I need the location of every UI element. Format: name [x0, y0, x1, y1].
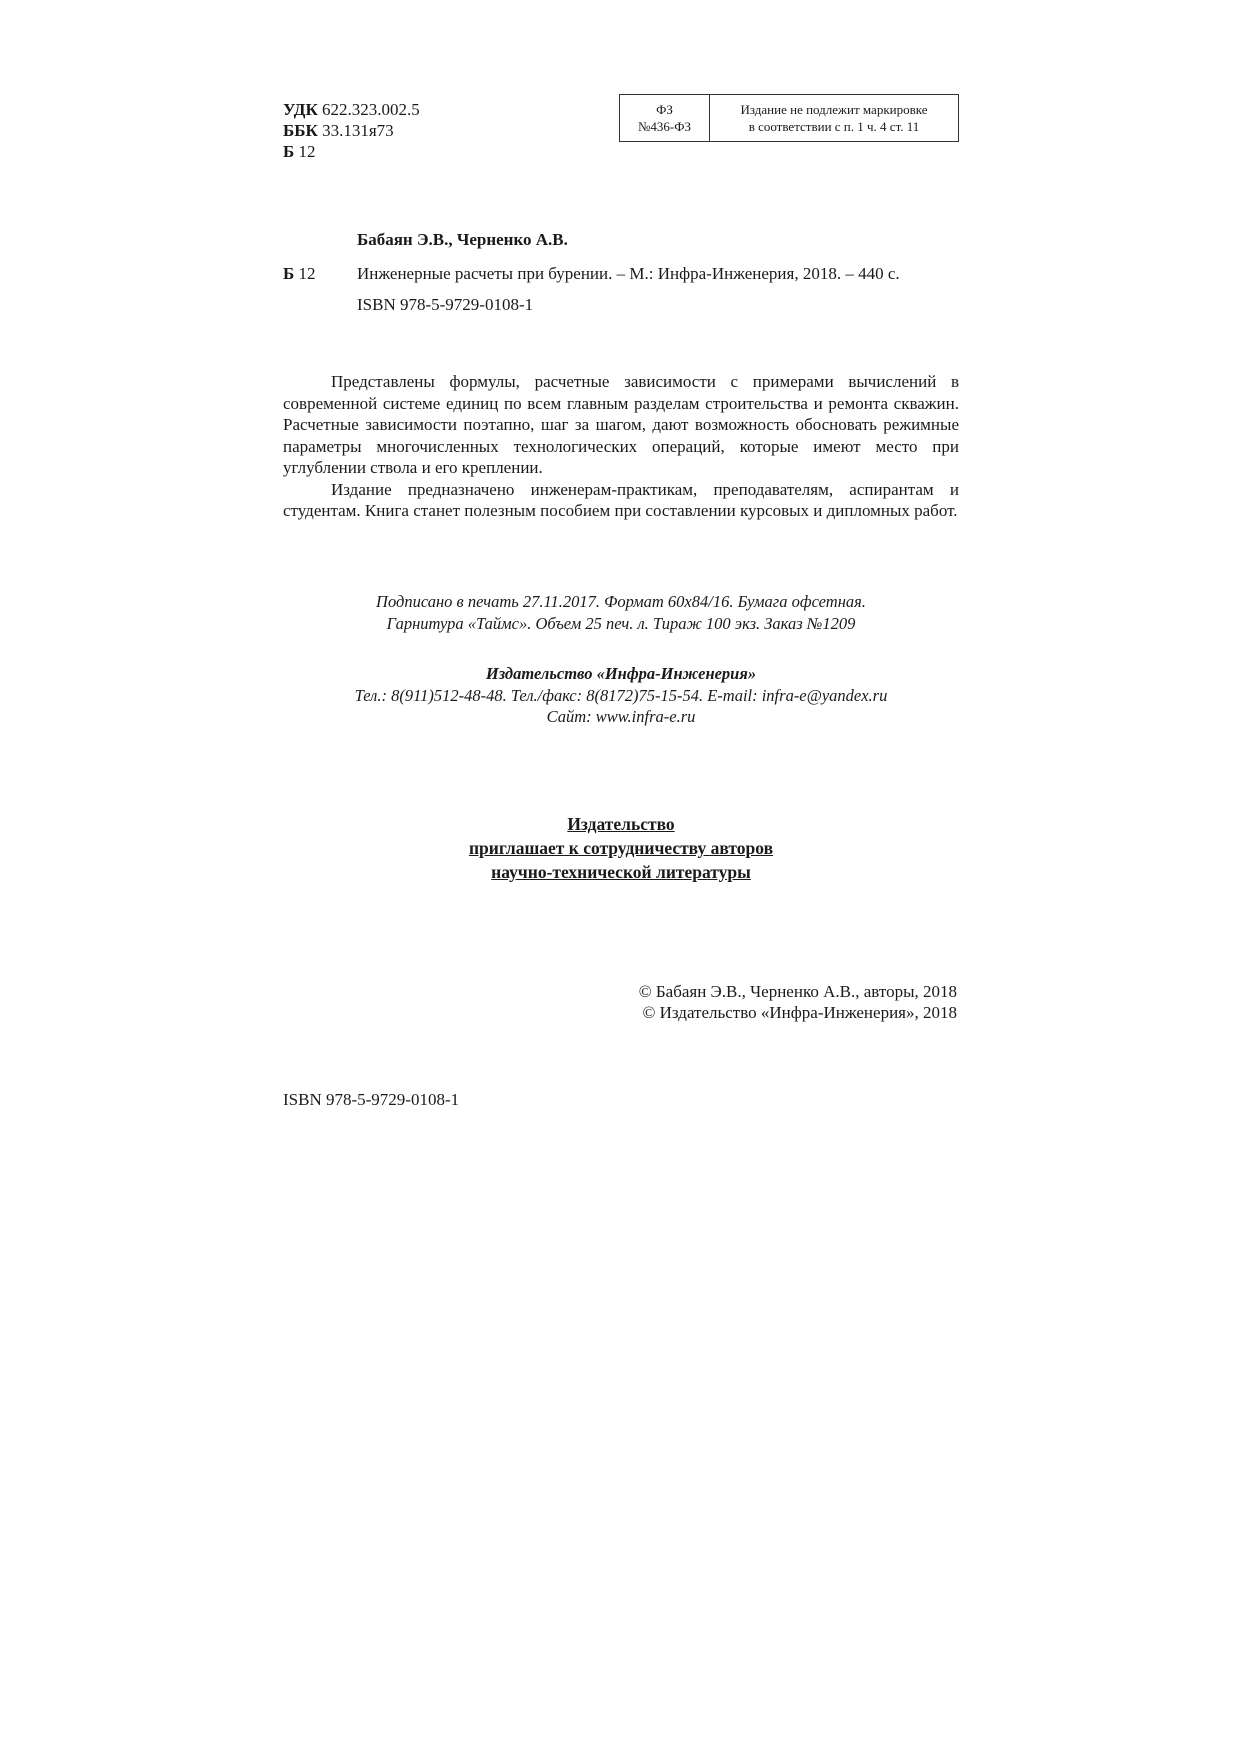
imprint-line-1: Подписано в печать 27.11.2017. Формат 60х84/16. Бумага офсетная.: [376, 592, 866, 611]
marking-table: [619, 94, 959, 142]
bbk-value: 33.131я73: [322, 121, 394, 140]
publisher-name: Издательство «Инфра-Инженерия»: [485, 664, 757, 683]
marking-note-cell: [710, 95, 958, 141]
imprint: [283, 591, 959, 635]
annotation-paragraph-1: Представлены формулы, расчетные зависимости с примерами вычислений в современной системе единиц по всем главным разделам строительства и ремонта скважин. Расчетные зависимости поэтапно, шаг за шагом, дают возможность обосновать режимные параметры многочисленных технологических операций, которые имеют место при углублении ствола и его креплении.: [283, 372, 959, 477]
copyright-publisher: © Издательство «Инфра-Инженерия», 2018: [642, 1003, 957, 1022]
imprint-line-2: Гарнитура «Таймс». Объем 25 печ. л. Тираж 100 экз. Заказ №1209: [386, 614, 856, 633]
marking-law-cell: [620, 95, 710, 141]
udk-value: 622.323.002.5: [322, 100, 420, 119]
invitation-line-3: научно-технической литературы: [491, 862, 751, 882]
udk-line: [283, 99, 420, 120]
classification-block: [283, 99, 420, 162]
publisher-site: Сайт: www.infra-e.ru: [546, 707, 696, 726]
author-mark-label: Б: [283, 142, 295, 161]
bbk-line: [283, 120, 420, 141]
book-authors: Бабаян Э.В., Черненко А.В.: [357, 230, 568, 249]
isbn-record: ISBN 978-5-9729-0108-1: [357, 295, 534, 314]
invitation-line-1: Издательство: [567, 814, 675, 834]
book-title-line: Инженерные расчеты при бурении. – М.: Инфра-Инженерия, 2018. – 440 с.: [357, 264, 900, 283]
annotation-paragraph-2: Издание предназначено инженерам-практикам, преподавателям, аспирантам и студентам. Книга станет полезным пособием при составлении курсовых и дипломных работ.: [283, 479, 959, 520]
copyright-authors: © Бабаян Э.В., Черненко А.В., авторы, 2018: [638, 982, 957, 1001]
marking-note-line2: в соответствии с п. 1 ч. 4 ст. 11: [748, 119, 920, 134]
isbn-footer: ISBN 978-5-9729-0108-1: [283, 1090, 460, 1109]
bbk-label: ББК: [283, 121, 318, 140]
marking-law-line2: №436-ФЗ: [637, 119, 691, 134]
marking-note-line1: Издание не подлежит маркировке: [740, 102, 928, 117]
author-mark-line: [283, 141, 420, 162]
catalog-code-label: Б: [283, 264, 295, 283]
udk-label: УДК: [283, 100, 318, 119]
publisher-contacts: Тел.: 8(911)512-48-48. Тел./факс: 8(8172)75-15-54. E-mail: infra-e@yandex.ru: [354, 685, 888, 705]
catalog-code-value: 12: [298, 264, 316, 283]
invitation-line-2: приглашает к сотрудничеству авторов: [468, 838, 774, 858]
catalog-code: [283, 264, 316, 284]
author-mark-value: 12: [298, 142, 316, 161]
copyright-block: [560, 981, 957, 1023]
marking-law-line1: ФЗ: [656, 102, 673, 117]
publisher-info: [283, 663, 959, 728]
author-invitation: [283, 812, 959, 884]
annotation: [283, 371, 959, 522]
